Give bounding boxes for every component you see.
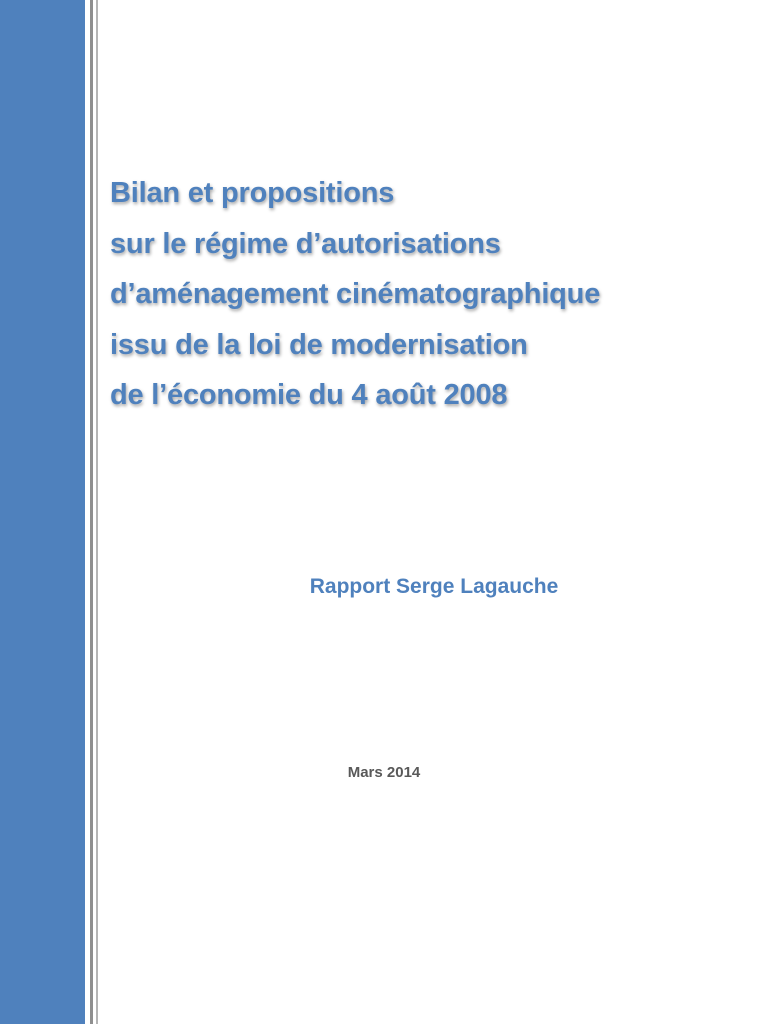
report-title (110, 168, 750, 421)
title-line-2: sur le régime d’autorisations (110, 227, 501, 260)
title-line-1: Bilan et propositions (110, 177, 395, 209)
title-line-5: de l’économie du 4 août 2008 (110, 379, 508, 411)
left-color-band (0, 0, 85, 1024)
vertical-rule-light (96, 0, 98, 1024)
title-line-4: issu de la loi de modernisation (110, 328, 528, 361)
report-author: Rapport Serge Lagauche (309, 575, 559, 598)
title-line-3: d’aménagement cinématographique (110, 278, 601, 310)
report-date: Mars 2014 (347, 764, 421, 781)
